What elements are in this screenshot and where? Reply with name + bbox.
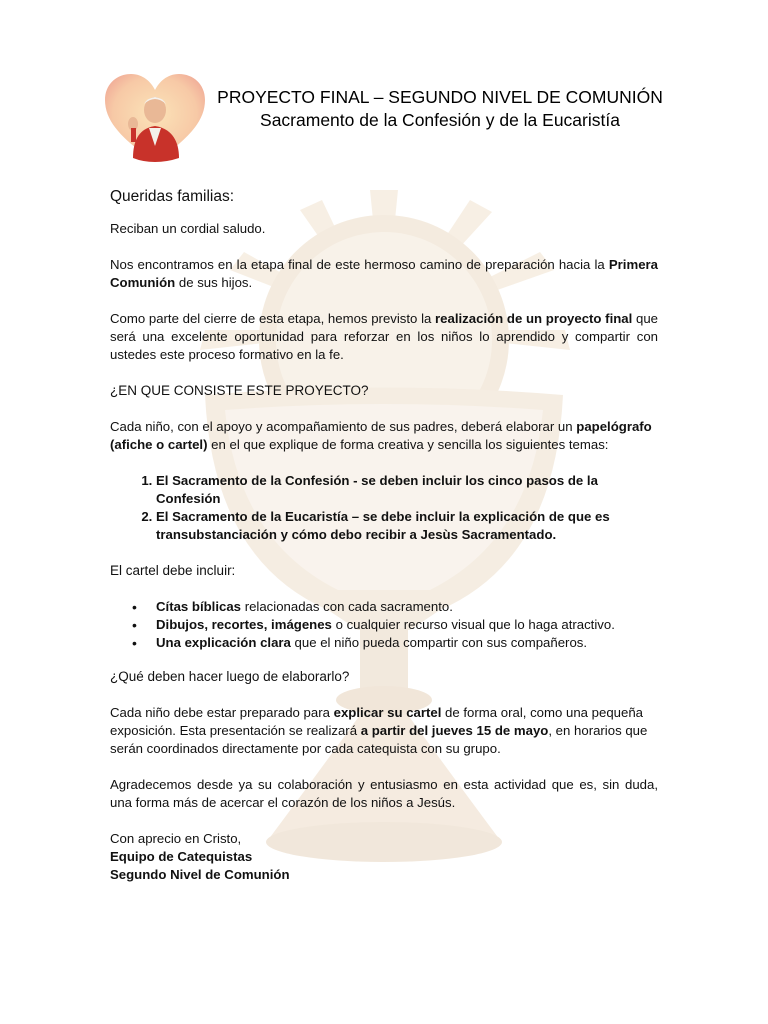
list-item-topic: 2. El Sacramento de la Eucaristía – se debe incluir la explicación de que es transubstanciación y cómo debo recibir a Jesùs Sacramentado.: [156, 508, 658, 544]
section-heading-poster: El cartel debe incluir:: [110, 563, 236, 578]
salutation: Reciban un cordial saludo.: [110, 221, 266, 236]
project-text-end: en el que explique de forma creativa y sencilla los siguientes temas:: [207, 437, 609, 452]
poster-item-text: que el niño pueda compartir con sus compañeros.: [290, 635, 588, 650]
intro-text: Nos encontramos en la etapa final de este hermoso camino de preparación hacia la: [110, 257, 609, 272]
project-bold: papelógrafo (afiche o cartel): [110, 419, 652, 452]
presentation-paragraph: [110, 704, 658, 758]
signature-team: Equipo de Catequistas: [110, 849, 253, 864]
greeting: Queridas familias:: [110, 188, 235, 205]
closing-line: Con aprecio en Cristo,: [110, 831, 242, 846]
letter-body: [110, 188, 658, 884]
topics-list: [110, 472, 658, 544]
presentation-text-mid: de forma oral, como una pequeña exposición. Esta presentación se realizará: [110, 705, 643, 738]
list-item-poster: [156, 616, 658, 634]
poster-item-text: relacionadas con cada sacramento.: [241, 599, 453, 614]
list-item-topic: 1. El Sacramento de la Confesión - se deben incluir los cinco pasos de la Confesión: [156, 472, 658, 508]
section-heading-project: ¿EN QUE CONSISTE ESTE PROYECTO?: [110, 383, 369, 398]
purpose-text: Como parte del cierre de esta etapa, hemos previsto la: [110, 311, 436, 326]
presentation-bold: explicar su cartel: [333, 705, 442, 720]
list-item-poster: [156, 598, 658, 616]
thanks-paragraph: Agradecemos desde ya su colaboración y entusiasmo en esta actividad que es, sin duda, una forma más de acercar el corazón de los niños a Jesús.: [110, 777, 658, 810]
signature-level: Segundo Nivel de Comunión: [110, 867, 290, 882]
project-paragraph: [110, 418, 658, 454]
poster-item-bold: Dibujos, recortes, imágenes: [156, 617, 332, 632]
purpose-text-end: que será una excelente oportunidad para reforzar en los niños lo aprendido y compartir con ustedes este proceso formativo en la fe.: [110, 311, 658, 362]
document-header: [160, 86, 720, 132]
document-subtitle: Sacramento de la Confesión y de la Eucaristía: [260, 110, 620, 130]
poster-item-bold: Una explicación clara: [156, 635, 291, 650]
poster-items-list: [110, 598, 658, 652]
list-item-poster: [156, 634, 658, 652]
project-text: Cada niño, con el apoyo y acompañamiento de sus padres, deberá elaborar un: [110, 419, 577, 434]
presentation-text-end: , en horarios que serán coordinados directamente por cada catequista con su grupo.: [110, 723, 648, 756]
presentation-date: a partir del jueves 15 de mayo: [360, 723, 549, 738]
intro-text-end: de sus hijos.: [175, 275, 253, 290]
document-title: PROYECTO FINAL – SEGUNDO NIVEL DE COMUNIÓN: [217, 87, 663, 107]
intro-bold: Primera Comunión: [110, 257, 658, 290]
presentation-text: Cada niño debe estar preparado para: [110, 705, 334, 720]
poster-item-text: o cualquier recurso visual que lo haga atractivo.: [331, 617, 615, 632]
purpose-paragraph: [110, 310, 658, 364]
section-heading-next: ¿Qué deben hacer luego de elaborarlo?: [110, 669, 350, 684]
poster-item-bold: Cítas bíblicas: [156, 599, 242, 614]
intro-paragraph: [110, 256, 658, 292]
purpose-bold: realización de un proyecto final: [435, 311, 633, 326]
